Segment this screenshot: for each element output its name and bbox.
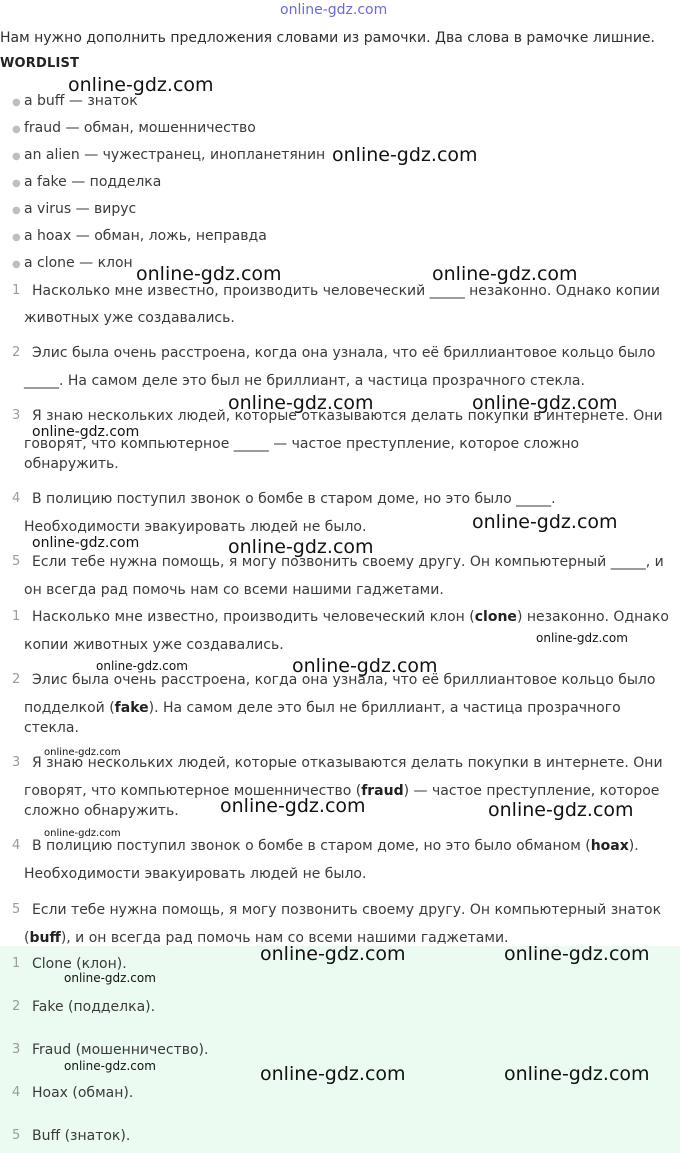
filled-line: Элис была очень расстроена, когда она узнала, что её бриллиантовое кольцо было	[32, 672, 656, 688]
watermark: online-gdz.com	[96, 659, 188, 673]
task-line: он всегда рад помочь нам со всеми нашими гаджетами.	[24, 582, 444, 598]
wordlist-item: ● a buff — знаток	[12, 93, 138, 109]
answer-word: clone	[474, 609, 517, 625]
intro-text: Нам нужно дополнить предложения словами из рамочки. Два слова в рамочке лишние.	[0, 30, 655, 46]
bullet-icon: ●	[12, 205, 21, 216]
answer-text: Hoax (обман).	[32, 1085, 134, 1101]
wordlist-item: ● a clone — клон	[12, 255, 133, 271]
filled-line: (buff), и он всегда рад помочь нам со всеми нашими гаджетами.	[24, 930, 509, 946]
answer-number: 4	[12, 1085, 21, 1100]
task-line: обнаружить.	[24, 456, 119, 472]
filled-number: 3	[12, 755, 21, 770]
watermark: online-gdz.com	[44, 828, 121, 839]
filled-line: копии животных уже создавались.	[24, 637, 284, 653]
task-line: Элис была очень расстроена, когда она узнала, что её бриллиантовое кольцо было	[32, 345, 656, 361]
watermark: online-gdz.com	[472, 392, 618, 414]
answer-word: buff	[29, 930, 61, 946]
answer-number: 2	[12, 999, 21, 1014]
answer-text: Fraud (мошенничество).	[32, 1042, 209, 1058]
answer-number: 5	[12, 1128, 21, 1143]
filled-line: Насколько мне известно, производить человеческий клон (clone) незаконно. Однако	[32, 609, 669, 625]
answer-text: Buff (знаток).	[32, 1128, 131, 1144]
watermark: online-gdz.com	[536, 631, 628, 645]
watermark: online-gdz.com	[504, 943, 650, 965]
watermark: online-gdz.com	[332, 144, 478, 166]
filled-line: сложно обнаружить.	[24, 803, 179, 819]
filled-number: 5	[12, 902, 21, 917]
watermark: online-gdz.com	[228, 392, 374, 414]
wordlist-title: WORDLIST	[0, 56, 80, 71]
filled-line: подделкой (fake). На самом деле это был не бриллиант, а частица прозрачного	[24, 700, 621, 716]
watermark: online-gdz.com	[228, 536, 374, 558]
filled-line: Если тебе нужна помощь, я могу позвонить своему другу. Он компьютерный знаток	[32, 902, 662, 918]
filled-line: Необходимости эвакуировать людей не было.	[24, 866, 367, 882]
answer-text: Fake (подделка).	[32, 999, 156, 1015]
filled-number: 4	[12, 838, 21, 853]
task-number: 1	[12, 283, 21, 298]
filled-number: 2	[12, 672, 21, 687]
task-line: Если тебе нужна помощь, я могу позвонить своему другу. Он компьютерный _____, и	[32, 554, 664, 570]
watermark: online-gdz.com	[260, 1063, 406, 1085]
task-number: 2	[12, 345, 21, 360]
answer-text: Clone (клон).	[32, 956, 127, 972]
watermark: online-gdz.com	[68, 74, 214, 96]
task-number: 3	[12, 408, 21, 423]
answer-number: 1	[12, 956, 21, 971]
watermark: online-gdz.com	[44, 747, 121, 758]
bullet-icon: ●	[12, 97, 21, 108]
header-watermark: online-gdz.com	[280, 2, 388, 18]
wordlist-item: ● fraud — обман, мошенничество	[12, 120, 256, 136]
watermark: online-gdz.com	[472, 511, 618, 533]
watermark: online-gdz.com	[32, 535, 140, 551]
task-number: 5	[12, 554, 21, 569]
filled-line: В полицию поступил звонок о бомбе в старом доме, но это было обманом (hoax).	[32, 838, 639, 854]
filled-line: стекла.	[24, 720, 79, 736]
filled-line: говорят, что компьютерное мошенничество (fraud) — частое преступление, которое	[24, 783, 660, 799]
filled-line: Я знаю нескольких людей, которые отказываются делать покупки в интернете. Они	[32, 755, 663, 771]
answer-number: 3	[12, 1042, 21, 1057]
wordlist-item: ● a hoax — обман, ложь, неправда	[12, 228, 267, 244]
task-line: Насколько мне известно, производить человеческий _____ незаконно. Однако копии	[32, 283, 661, 299]
task-line: В полицию поступил звонок о бомбе в старом доме, но это было _____.	[32, 491, 556, 507]
task-number: 4	[12, 491, 21, 506]
watermark: online-gdz.com	[260, 943, 406, 965]
answer-word: fake	[114, 700, 149, 716]
watermark: online-gdz.com	[64, 1059, 156, 1073]
bullet-icon: ●	[12, 124, 21, 135]
filled-number: 1	[12, 609, 21, 624]
bullet-icon: ●	[12, 259, 21, 270]
answer-word: fraud	[361, 783, 404, 799]
watermark: online-gdz.com	[488, 799, 634, 821]
bullet-icon: ●	[12, 232, 21, 243]
task-line: говорят, что компьютерное _____ — частое преступление, которое сложно	[24, 436, 580, 452]
answer-word: hoax	[590, 838, 629, 854]
watermark: online-gdz.com	[64, 971, 156, 985]
wordlist-item: ● an alien — чужестранец, инопланетянин	[12, 147, 326, 163]
task-line: Я знаю нескольких людей, которые отказываются делать покупки в интернете. Они	[32, 408, 663, 424]
task-line: животных уже создавались.	[24, 310, 235, 326]
watermark: online-gdz.com	[136, 263, 282, 285]
watermark: online-gdz.com	[220, 795, 366, 817]
bullet-icon: ●	[12, 151, 21, 162]
watermark: online-gdz.com	[32, 424, 140, 440]
wordlist-item: ● a virus — вирус	[12, 201, 137, 217]
watermark: online-gdz.com	[432, 263, 578, 285]
watermark: online-gdz.com	[504, 1063, 650, 1085]
wordlist-item: ● a fake — подделка	[12, 174, 162, 190]
watermark: online-gdz.com	[292, 655, 438, 677]
task-line: Необходимости эвакуировать людей не было.	[24, 519, 367, 535]
bullet-icon: ●	[12, 178, 21, 189]
task-line: _____. На самом деле это был не бриллиант, а частица прозрачного стекла.	[24, 373, 585, 389]
